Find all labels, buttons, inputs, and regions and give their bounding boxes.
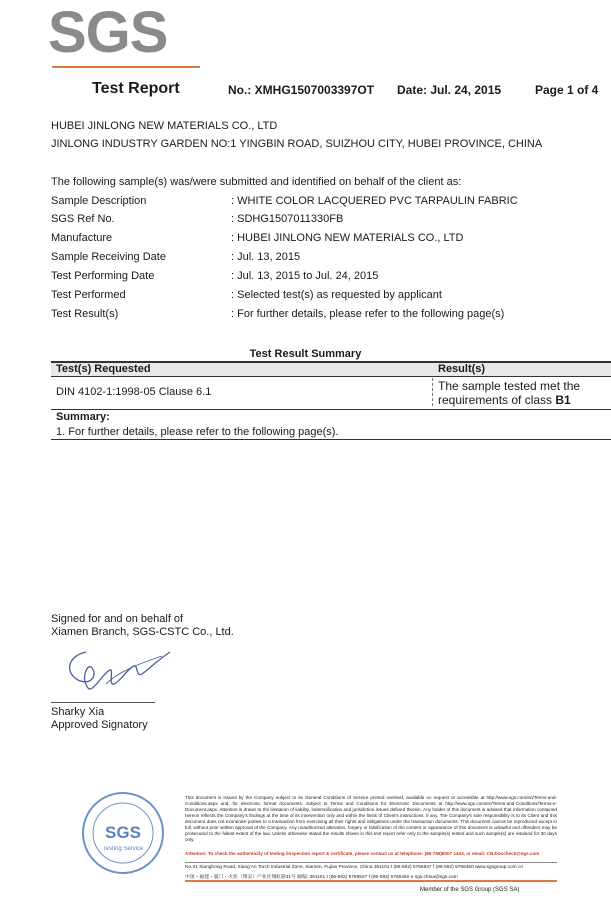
client-name: HUBEI JINLONG NEW MATERIALS CO., LTD	[51, 120, 278, 132]
intro-text: The following sample(s) was/were submitted and identified on behalf of the client as:	[51, 176, 462, 188]
signed-on-behalf: Signed for and on behalf of	[51, 613, 184, 625]
table-row-rule	[51, 409, 611, 410]
info-label: Test Result(s)	[51, 308, 119, 320]
info-row-performing-date	[51, 270, 591, 284]
sgs-logo: SGS	[48, 0, 168, 65]
logo-rule	[52, 66, 200, 68]
attention-text: Attention: To check the authenticity of testing /inspection report & certificate, please contact us at telephone: (86-755)8307 1443, or email: CN.Doccheck@sgs.com	[185, 851, 540, 856]
signature-rule	[51, 702, 155, 703]
summary-heading: Summary:	[56, 411, 110, 423]
info-row-receiving-date	[51, 251, 591, 265]
sgs-group-member: Member of the SGS Group (SGS SA)	[420, 887, 520, 893]
footer-rule	[185, 862, 557, 863]
disclaimer-text: This document is issued by the Company subject to its General Conditions of Service printed overleaf, available on request or accessible at http://www.sgs.com/en/Terms-and-Conditions.aspx and, for electronic format documents, subject to Terms and Conditions for Electronic Documents at http://www.sgs.com/en/Terms-and-Conditions/Terms-e-Document.aspx. Attention is drawn to the limitation of liability, indemnification and jurisdiction issues defined therein. Any holder of this document is advised that information contained hereon reflects the Company's findings at the time of its intervention only and within the limits of Client's instructions, if any. The Company's sole responsibility is to its Client and this document does not exonerate parties to a transaction from exercising all their rights and obligations under the transaction documents. This document cannot be reproduced except in full, without prior written approval of the Company. Any unauthorized alteration, forgery or falsification of the content or appearance of this document is unlawful and offenders may be prosecuted to the fullest extent of the law. Unless otherwise stated the results shown in this test report refer only to the sample(s) tested and such sample(s) are retained for 30 days only.	[185, 795, 557, 842]
stamp-logo: SGS	[105, 823, 141, 842]
handwritten-signature	[58, 642, 178, 702]
info-row-sgs-ref	[51, 213, 591, 227]
report-date: Date: Jul. 24, 2015	[397, 83, 502, 97]
info-row-sample-description	[51, 195, 591, 209]
info-value: : Jul. 13, 2015 to Jul. 24, 2015	[231, 270, 379, 282]
result-class: B1	[555, 393, 571, 407]
info-value: : SDHG1507011330FB	[231, 213, 344, 225]
cell-result	[438, 379, 608, 407]
testing-service-stamp	[80, 790, 166, 876]
info-row-test-results	[51, 308, 591, 322]
table-header-rule	[51, 376, 611, 377]
page-number: Page 1 of 4	[535, 83, 599, 97]
info-label: Manufacture	[51, 232, 113, 244]
table-column-separator	[432, 378, 433, 406]
client-address: JINLONG INDUSTRY GARDEN NO:1 YINGBIN ROAD, SUIZHOU CITY, HUBEI PROVINCE, CHINA	[51, 138, 543, 150]
info-label: Test Performing Date	[51, 270, 155, 282]
info-label: Test Performed	[51, 289, 126, 301]
info-value: : Jul. 13, 2015	[231, 251, 301, 263]
info-value: : Selected test(s) as requested by applicant	[231, 289, 442, 301]
info-value: : For further details, please refer to the following page(s)	[231, 308, 505, 320]
footer-accent-bar	[185, 880, 557, 882]
table-bottom-rule	[51, 439, 611, 440]
result-line-1: The sample tested met the	[438, 379, 581, 393]
footer-address-en: No.31 Xianghong Road, Xiang'An Torch Industrial Zone, Xiamen, Fujian Province, China 361101 t (86-592) 5766537 f (86-592) 5766460 www.sgsgroup.com.cn	[185, 865, 524, 870]
cell-test-requested: DIN 4102-1:1998-05 Clause 6.1	[56, 386, 212, 398]
stamp-label: Testing Service	[102, 846, 144, 852]
report-title: Test Report	[92, 80, 180, 97]
col-header-result: Result(s)	[438, 363, 486, 375]
col-header-requested: Test(s) Requested	[56, 363, 151, 375]
signer-name: Sharky Xia	[51, 706, 105, 718]
info-row-manufacture	[51, 232, 591, 246]
info-value: : HUBEI JINLONG NEW MATERIALS CO., LTD	[231, 232, 464, 244]
info-label: Sample Receiving Date	[51, 251, 166, 263]
summary-table-title: Test Result Summary	[249, 348, 362, 360]
info-label: SGS Ref No.	[51, 213, 115, 225]
info-row-test-performed	[51, 289, 591, 303]
summary-item: 1. For further details, please refer to the following page(s).	[56, 426, 339, 438]
signing-branch: Xiamen Branch, SGS-CSTC Co., Ltd.	[51, 626, 234, 638]
info-value: : WHITE COLOR LACQUERED PVC TARPAULIN FABRIC	[231, 195, 518, 207]
signer-role: Approved Signatory	[51, 719, 148, 731]
result-line-2: requirements of class	[438, 393, 556, 407]
info-label: Sample Description	[51, 195, 147, 207]
footer-address-cn: 中国・福建・厦门・火炬（翔安）产业区翔虹路31号 邮编: 361101 t (86-592) 5766537 f (86-592) 5766460 e sgs.china@sgs.com	[185, 875, 458, 880]
report-number: No.: XMHG1507003397OT	[228, 83, 375, 97]
